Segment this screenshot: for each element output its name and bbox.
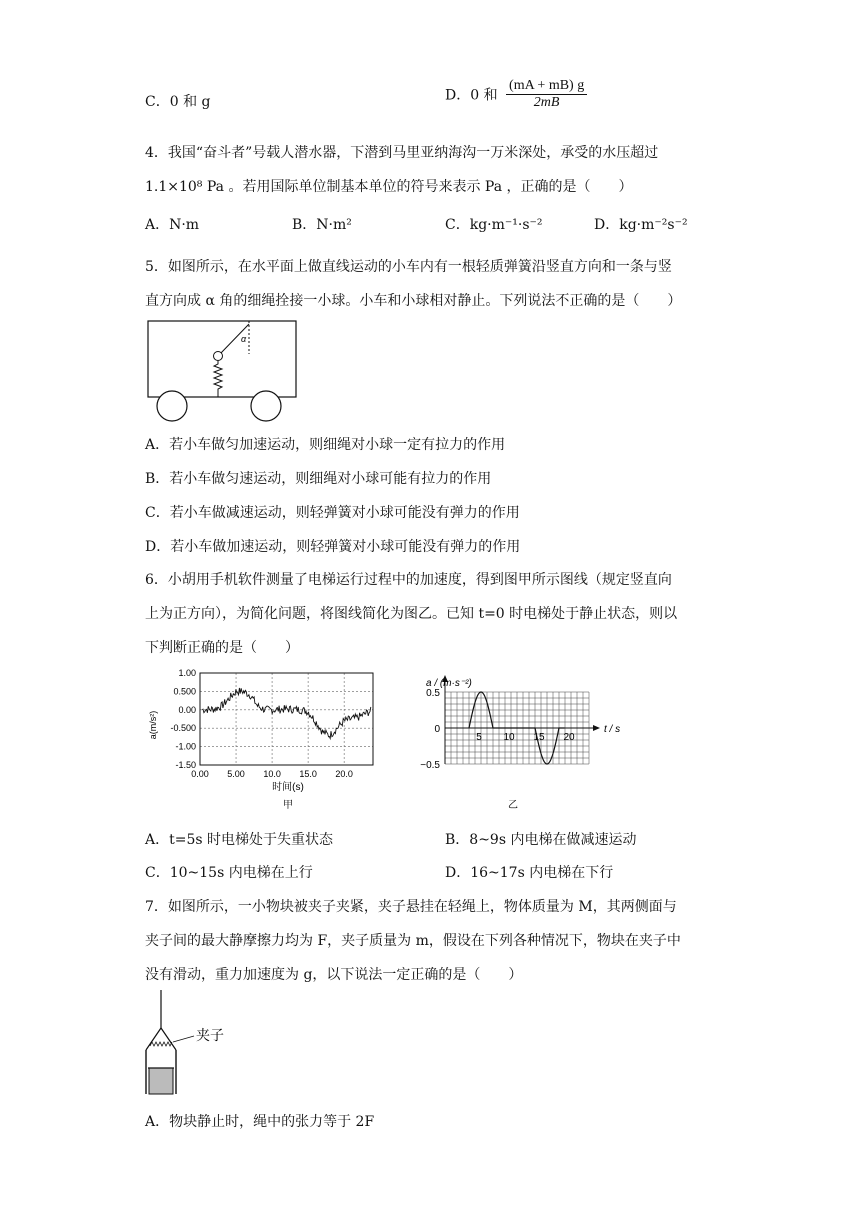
chart-yi-x-tick-label: 15 <box>533 732 545 743</box>
chart-jia-x-tick-label: 10.0 <box>263 769 281 779</box>
q5-stem-line2: 直方向成 α 角的细绳拴接一小球。小车和小球相对静止。下列说法不正确的是（ ） <box>145 293 682 309</box>
q3-option-d <box>445 78 587 111</box>
chart-yi <box>390 670 630 820</box>
q6-option-d: D．16~17s 内电梯在下行 <box>445 865 614 881</box>
q7-option-a: A．物块静止时，绳中的张力等于 2F <box>145 1114 375 1130</box>
chart-jia-y-tick-label: -0.500 <box>170 723 196 734</box>
clip-spring <box>150 1042 172 1046</box>
q6-stem-line2: 上为正方向），为简化问题，将图线简化为图乙。已知 t=0 时电梯处于静止状态，则以 <box>145 606 678 622</box>
clip-label-leader <box>173 1036 194 1042</box>
chart-yi-x-tick-label: 10 <box>503 732 515 743</box>
chart-yi-x-tick-label: 5 <box>476 732 482 743</box>
chart-jia-y-label: a(m/s²) <box>148 710 158 740</box>
chart-jia-series-line <box>202 688 371 739</box>
chart-yi-x-ticks <box>476 732 575 743</box>
chart-jia-x-tick-label: 15.0 <box>299 769 317 779</box>
cart-figure <box>145 318 305 426</box>
chart-jia <box>148 665 388 815</box>
fraction-numerator: (mA + mB) g <box>506 78 587 95</box>
clip-label: 夹子 <box>196 1027 224 1043</box>
chart-jia-y-tick-label: 0.00 <box>178 704 196 715</box>
q7-stem-line3: 没有滑动，重力加速度为 g，以下说法一定正确的是（ ） <box>145 967 523 983</box>
clip-figure <box>140 990 250 1106</box>
chart-jia-y-tick-label: -1.00 <box>175 741 196 752</box>
q6-stem-line3: 下判断正确的是（ ） <box>145 640 299 656</box>
q6-option-b: B．8~9s 内电梯在做减速运动 <box>445 832 637 848</box>
chart-yi-y-ticks <box>420 688 440 771</box>
ball <box>214 352 223 361</box>
left-wheel <box>157 391 187 421</box>
chart-jia-y-ticks <box>170 668 196 770</box>
chart-jia-x-label: 时间(s) <box>272 782 304 793</box>
chart-yi-caption: 乙 <box>508 800 518 811</box>
chart-yi-y-tick-label: 0.5 <box>426 688 440 699</box>
chart-yi-y-tick-label: 0 <box>434 724 440 735</box>
q4-option-b: B．N·m² <box>292 217 352 233</box>
chart-yi-y-tick-label: −0.5 <box>420 760 440 771</box>
chart-yi-x-label: t / s <box>604 724 621 735</box>
q6-stem-line1: 6．小胡用手机软件测量了电梯运行过程中的加速度，得到图甲所示图线（规定竖直向 <box>145 572 672 588</box>
chart-yi-x-tick-label: 20 <box>563 732 575 743</box>
q5-option-d: D．若小车做加速运动，则轻弹簧对小球可能没有弹力的作用 <box>145 539 521 555</box>
q6-option-c: C．10~15s 内电梯在上行 <box>145 865 313 881</box>
q7-stem-line2: 夹子间的最大静摩擦力均为 F，夹子质量为 m，假设在下列各种情况下，物块在夹子中 <box>145 933 681 949</box>
chart-jia-y-tick-label: 0.500 <box>173 686 196 697</box>
q5-stem-line1: 5．如图所示，在水平面上做直线运动的小车内有一根轻质弹簧沿竖直方向和一条与竖 <box>145 259 672 275</box>
right-wheel <box>251 391 281 421</box>
chart-jia-caption: 甲 <box>283 800 293 811</box>
chart-yi-x-arrow <box>593 725 600 731</box>
q4-option-d: D．kg·m⁻²s⁻² <box>594 217 688 233</box>
chart-jia-y-tick-label: 1.00 <box>178 668 196 678</box>
q5-option-c: C．若小车做减速运动，则轻弹簧对小球可能没有弹力的作用 <box>145 505 520 521</box>
q4-stem-line2: 1.1×10⁸ Pa 。若用国际单位制基本单位的符号来表示 Pa ，正确的是（ ） <box>145 179 633 195</box>
alpha-label: α <box>241 334 247 344</box>
chart-jia-x-tick-label: 5.00 <box>227 769 245 779</box>
chart-yi-y-label: a / (m·s⁻²) <box>426 678 472 689</box>
q4-option-c: C．kg·m⁻¹·s⁻² <box>445 217 543 233</box>
chart-jia-y-tick-label: -1.50 <box>175 760 196 770</box>
q3-option-d-fraction <box>506 78 587 111</box>
q3-option-c: C．0 和 g <box>145 94 211 110</box>
spring <box>214 361 222 397</box>
q3-option-d-prefix: D．0 和 <box>445 87 498 104</box>
q4-stem-line1: 4．我国“奋斗者”号载人潜水器，下潜到马里亚纳海沟一万米深处，承受的水压超过 <box>145 145 659 161</box>
chart-jia-x-ticks <box>191 769 353 779</box>
q5-option-a: A．若小车做匀加速运动，则细绳对小球一定有拉力的作用 <box>145 437 506 453</box>
clip-frame <box>146 1028 176 1050</box>
chart-jia-x-tick-label: 20.0 <box>335 769 353 779</box>
block <box>149 1068 173 1094</box>
q7-stem-line1: 7．如图所示，一小物块被夹子夹紧，夹子悬挂在轻绳上，物体质量为 M，其两侧面与 <box>145 899 677 915</box>
q4-option-a: A．N·m <box>145 217 200 233</box>
q5-option-b: B．若小车做匀速运动，则细绳对小球可能有拉力的作用 <box>145 471 492 487</box>
fraction-denominator: 2mB <box>533 95 560 110</box>
q6-option-a: A．t=5s 时电梯处于失重状态 <box>145 832 334 848</box>
chart-jia-x-tick-label: 0.00 <box>191 769 209 779</box>
